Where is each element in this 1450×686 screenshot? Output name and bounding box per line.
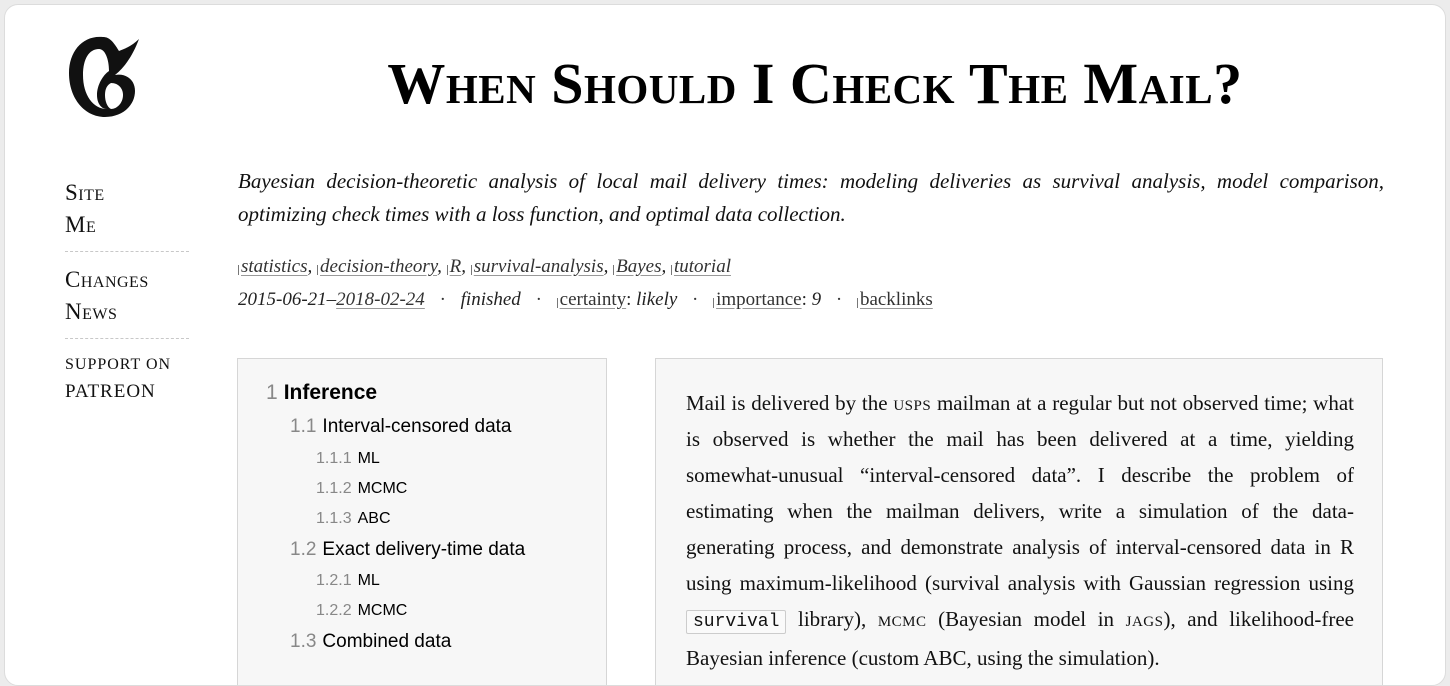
sidebar-link-site[interactable]: Site (65, 180, 105, 205)
body-text: mailman at a regular but not observed time; what is observed is whether the mail has been delivered at a time, yielding somewhat-unusual “interval-censored data”. I describe the problem of estimating when the mailman delivers, write a simulation of the data-generating process, and demonstrate analysis of interval-censored data in R using maximum-likelihood (survival analysis with Gaussian regression using (686, 391, 1354, 595)
toc-label: Combined data (322, 631, 452, 652)
toc-number: 1.1.2 (316, 480, 352, 497)
toc-label: MCMC (357, 602, 408, 619)
toc-label: ABC (357, 510, 391, 527)
backlinks-link[interactable]: backlinks (857, 289, 933, 310)
toc-number: 1.2.1 (316, 572, 352, 589)
sidebar-group-changes (65, 264, 189, 339)
acronym-usps: usps (893, 391, 932, 415)
sidebar-group-patreon (65, 351, 189, 415)
sidebar-link-changes[interactable]: Changes (65, 267, 149, 292)
sidebar-link-me[interactable]: Me (65, 212, 97, 237)
tag-link-statistics[interactable]: statistics (238, 256, 308, 277)
date-created: 2015-06-21 (238, 289, 327, 310)
sidebar-link-support-on[interactable]: SUPPORT ON (65, 356, 172, 373)
toc-item[interactable] (290, 416, 511, 438)
meta-separator: · (535, 289, 542, 310)
toc-item[interactable] (316, 480, 407, 498)
toc-label: Inference (283, 381, 378, 404)
tag-link-decision-theory[interactable]: decision-theory (317, 256, 437, 277)
toc-label: ML (357, 450, 380, 467)
certainty-link[interactable]: certainty (557, 289, 626, 310)
certainty-value: likely (636, 289, 678, 310)
page-title: When Should I Check The Mail? (387, 51, 1243, 116)
toc-label: MCMC (357, 480, 408, 497)
acronym-jags: jags (1125, 607, 1164, 631)
date-modified-link[interactable]: 2018-02-24 (336, 289, 425, 310)
toc-number: 1.2.2 (316, 602, 352, 619)
article-abstract-box (655, 358, 1383, 686)
toc-label: Exact delivery-time data (322, 539, 526, 560)
toc-item[interactable] (290, 539, 525, 561)
sidebar-link-news[interactable]: News (65, 299, 118, 324)
body-text: (Bayesian model in (926, 607, 1126, 631)
sidebar-nav (65, 177, 189, 427)
toc-label: Interval-censored data (322, 416, 512, 437)
toc-number: 1.3 (290, 631, 317, 652)
toc-item[interactable] (316, 602, 407, 620)
site-logo[interactable] (63, 29, 147, 125)
page-metadata: 2015-06-21–2018-02-24 · finished · certainty: likely · importance: 9 · backlinks (238, 289, 933, 310)
toc-item[interactable] (290, 631, 451, 653)
importance-value: 9 (811, 289, 822, 310)
article-abstract-text (686, 385, 1354, 676)
date-range-dash: – (326, 289, 337, 310)
toc-number: 1.2 (290, 539, 317, 560)
meta-separator: · (692, 289, 699, 310)
tag-link-survival-analysis[interactable]: survival-analysis (471, 256, 604, 277)
sidebar-link-patreon[interactable]: PATREON (65, 381, 156, 402)
toc-item[interactable] (266, 381, 377, 405)
toc-item[interactable] (316, 510, 391, 528)
sidebar-group-site (65, 177, 189, 252)
meta-separator: · (439, 289, 446, 310)
toc-item[interactable] (316, 450, 380, 468)
tag-link-bayes[interactable]: Bayes (613, 256, 661, 277)
toc-number: 1 (266, 381, 278, 404)
toc-number: 1.1 (290, 416, 317, 437)
toc-number: 1.1.1 (316, 450, 352, 467)
body-text: Mail is delivered by the (686, 391, 894, 415)
body-text: library), (786, 607, 878, 631)
importance-link[interactable]: importance (713, 289, 801, 310)
toc-label: ML (357, 572, 380, 589)
toc-number: 1.1.3 (316, 510, 352, 527)
acronym-mcmc: mcmc (877, 607, 927, 631)
meta-separator: · (835, 289, 843, 310)
tag-list: statistics, decision-theory, R, survival-analysis, Bayes, tutorial (238, 253, 731, 281)
table-of-contents (237, 358, 607, 686)
tag-link-tutorial[interactable]: tutorial (671, 256, 731, 277)
code-survival: survival (686, 610, 786, 634)
tag-link-r[interactable]: R (447, 256, 462, 277)
body-text: ), and likelihood-free Bayesian inference (custom ABC, using the simulation). (686, 607, 1354, 670)
page-frame (4, 4, 1446, 686)
page-description: Bayesian decision-theoretic analysis of local mail delivery times: modeling deliveries as survival analysis, model comparison, optimizing check times with a loss function, and optimal data collection. (238, 169, 1384, 226)
status-value: finished (460, 289, 521, 310)
toc-item[interactable] (316, 572, 380, 590)
